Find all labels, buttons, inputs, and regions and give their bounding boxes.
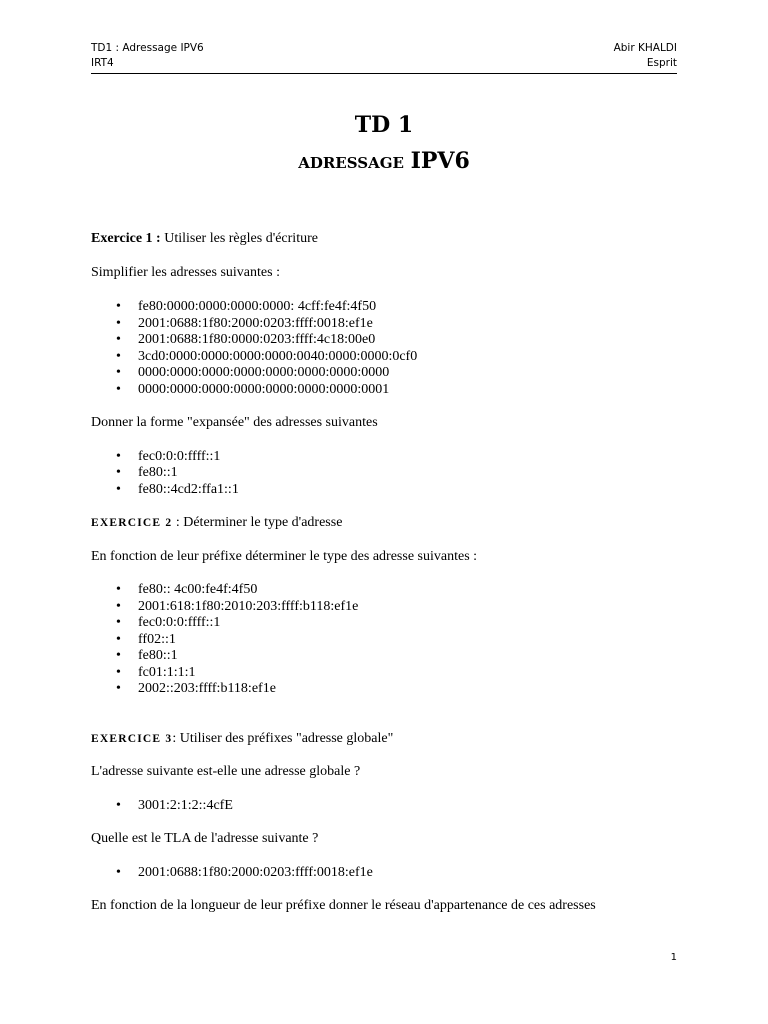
exercise-3-question-2: Quelle est le TLA de l'adresse suivante ? [91, 831, 319, 846]
exercise-1-list-2 [91, 449, 708, 499]
exercise-3-subject: : Utiliser des préfixes "adresse globale" [172, 730, 394, 746]
title-line-2 [0, 146, 768, 178]
exercise-2-heading [91, 515, 708, 532]
page-number: 1 [670, 952, 677, 963]
title-ipv6: IPV6 [410, 148, 470, 174]
header-doc-title: TD1 : Adressage IPV6 [91, 42, 204, 54]
list-item: • fe80::4cd2:ffa1::1 [138, 482, 708, 499]
exercise-1-list-1 [91, 299, 708, 398]
exercise-1-label: Exercice 1 : [91, 231, 161, 246]
exercise-3-question-1: L'adresse suivante est-elle une adresse globale ? [91, 764, 361, 779]
list-item: • fec0:0:0:ffff::1 [138, 615, 708, 632]
exercise-3-question-3: En fonction de la longueur de leur préfixe donner le réseau d'appartenance de ces adresses [91, 898, 596, 913]
list-item: • 2002::203:ffff:b118:ef1e [138, 681, 708, 698]
exercise-3-heading [91, 731, 708, 748]
list-item: • fe80::1 [138, 465, 708, 482]
exercise-1-instruction-1: Simplifier les adresses suivantes : [91, 264, 280, 280]
page-header [91, 41, 677, 74]
list-item: • fc01:1:1:1 [138, 665, 708, 682]
list-item: • 2001:618:1f80:2010:203:ffff:b118:ef1e [138, 599, 708, 616]
list-item: • fe80:0000:0000:0000:0000: 4cff:fe4f:4f50 [138, 299, 708, 316]
title-line-1: TD 1 [354, 112, 414, 138]
list-item: • 2001:0688:1f80:2000:0203:ffff:0018:ef1e [138, 865, 708, 882]
list-item: • fe80:: 4c00:fe4f:4f50 [138, 582, 708, 599]
exercise-1-heading [91, 231, 708, 248]
list-item: • 0000:0000:0000:0000:0000:0000:0000:0001 [138, 382, 708, 399]
title-adressage: ADRESSAGE [298, 154, 404, 172]
exercise-2-subject: : Déterminer le type d'adresse [172, 515, 343, 530]
header-author: Abir KHALDI [613, 42, 677, 54]
exercise-2-instruction: En fonction de leur préfixe déterminer le type des adresse suivantes : [91, 548, 478, 564]
list-item: • 3cd0:0000:0000:0000:0000:0040:0000:0000:0cf0 [138, 349, 708, 366]
exercise-3-label: EXERCICE 3 [91, 732, 173, 745]
document-body [91, 231, 708, 915]
exercise-2-list [91, 582, 708, 698]
exercise-1-subject: Utiliser les règles d'écriture [160, 231, 318, 246]
exercise-2-label: EXERCICE 2 [91, 517, 173, 529]
list-item: • 2001:0688:1f80:0000:0203:ffff:4c18:00e0 [138, 332, 708, 349]
list-item: • ff02::1 [138, 632, 708, 649]
list-item: • fe80::1 [138, 648, 708, 665]
header-class: IRT4 [91, 57, 114, 69]
header-school: Esprit [646, 57, 677, 69]
exercise-3-list-2 [91, 865, 708, 882]
exercise-1-instruction-2: Donner la forme "expansée" des adresses suivantes [91, 415, 378, 430]
list-item: • 3001:2:1:2::4cfE [138, 798, 708, 815]
list-item: • fec0:0:0:ffff::1 [138, 449, 708, 466]
document-title [0, 110, 768, 178]
list-item: • 2001:0688:1f80:2000:0203:ffff:0018:ef1e [138, 316, 708, 333]
exercise-3-list-1 [91, 798, 708, 815]
list-item: • 0000:0000:0000:0000:0000:0000:0000:0000 [138, 365, 708, 382]
